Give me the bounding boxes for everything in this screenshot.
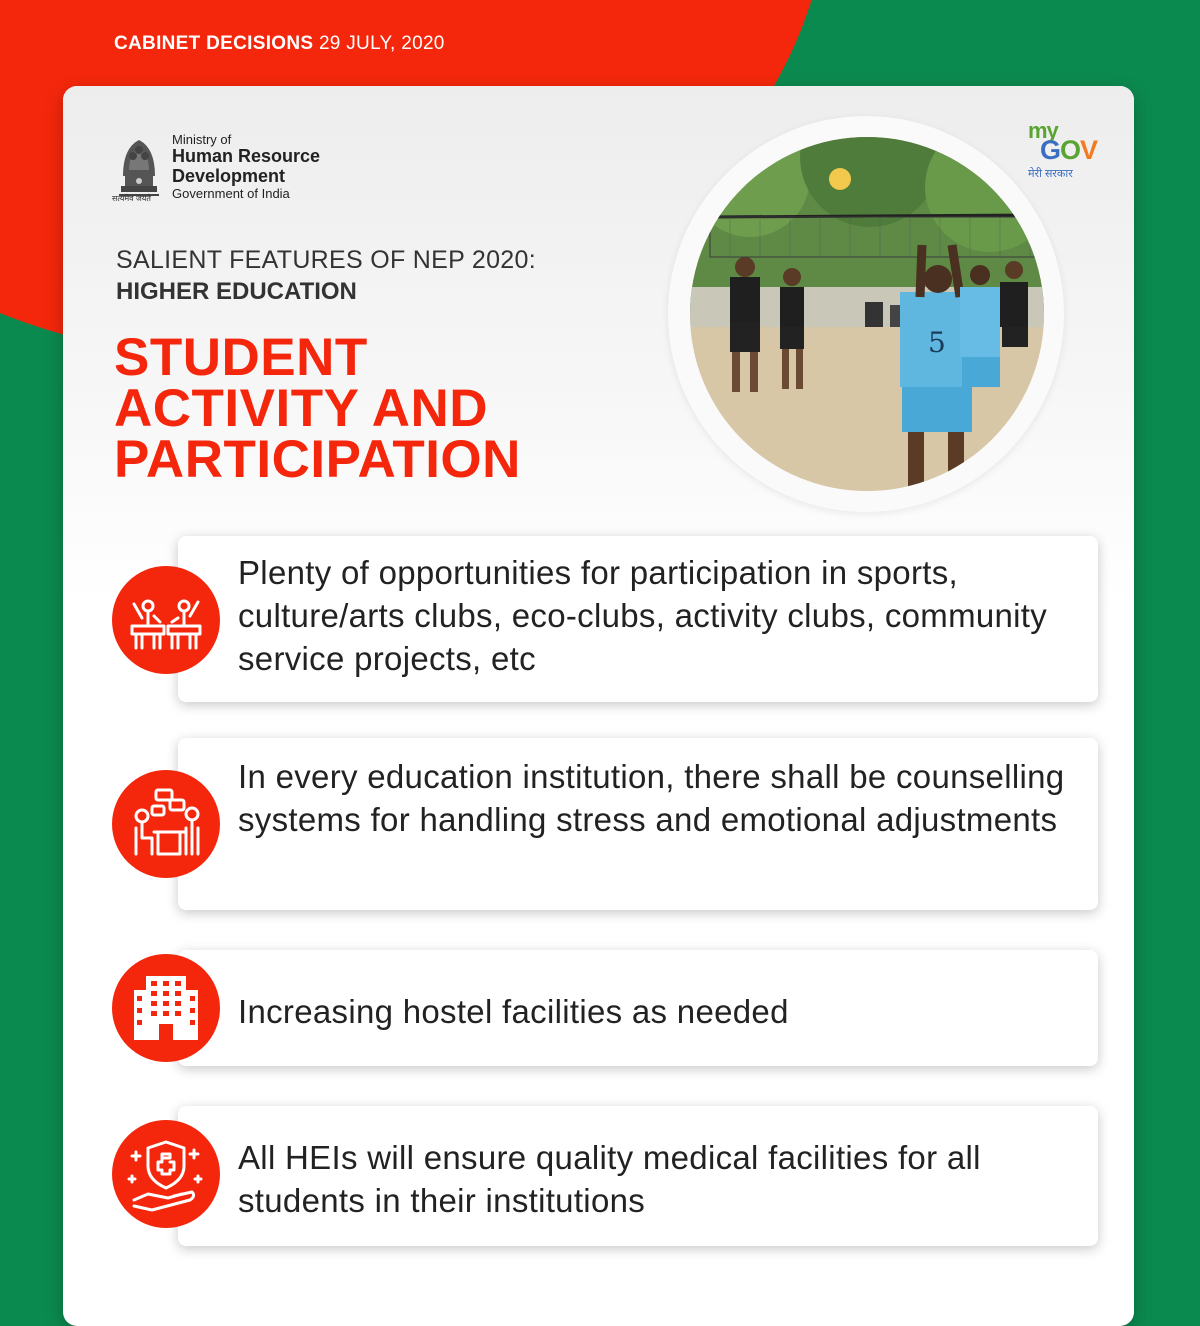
mygov-gov [1040, 135, 1097, 166]
title-line-2: ACTIVITY AND [114, 379, 489, 438]
volleyball-photo [690, 137, 1044, 491]
page-title [114, 328, 674, 489]
jersey-number: 5 [928, 326, 946, 359]
mygov-logo [1024, 118, 1114, 188]
ministry-line-4: Government of India [172, 185, 290, 201]
salient-features-label: SALIENT FEATURES OF NEP 2020: [116, 246, 536, 274]
feature-text: All HEIs will ensure quality medical facilities for all students in their institutions [238, 1139, 981, 1219]
feature-text: Increasing hostel facilities as needed [238, 993, 789, 1030]
mygov-g: G [1040, 135, 1061, 165]
volleyball-scene-image [690, 137, 1044, 491]
students-raising-hands-icon [112, 566, 220, 674]
feature-card-counselling [178, 738, 1098, 910]
medical-care-icon [112, 1120, 220, 1228]
top-banner [114, 33, 445, 55]
ministry-logo-text [172, 133, 320, 201]
ministry-line-2: Human Resource [172, 146, 321, 167]
ministry-line-1: Ministry of [172, 132, 232, 147]
emblem-motto: सत्यमेव जयते [112, 194, 151, 203]
mygov-tagline: मेरी सरकार [1028, 168, 1073, 180]
feature-text: In every education institution, there shall be counselling systems for handling stress and emotional adjustments [238, 758, 1065, 838]
feature-card-participation [178, 536, 1098, 702]
title-line-1: STUDENT [114, 328, 368, 387]
ministry-line-3: Development [172, 166, 286, 187]
banner-title: CABINET DECISIONS [114, 33, 314, 54]
counselling-icon [112, 770, 220, 878]
feature-card-hostel [178, 950, 1098, 1066]
feature-card-medical [178, 1106, 1098, 1246]
section-label: HIGHER EDUCATION [116, 278, 357, 305]
mygov-o: O [1060, 135, 1081, 165]
hostel-building-icon [112, 954, 220, 1062]
title-line-3: PARTICIPATION [114, 430, 521, 489]
feature-text: Plenty of opportunities for participation in sports, culture/arts clubs, eco-clubs, activity clubs, community service projects, etc [238, 554, 1048, 677]
mygov-v: V [1080, 135, 1098, 165]
banner-date: 29 JULY, 2020 [318, 33, 445, 54]
mygov-my: my [1028, 118, 1058, 143]
